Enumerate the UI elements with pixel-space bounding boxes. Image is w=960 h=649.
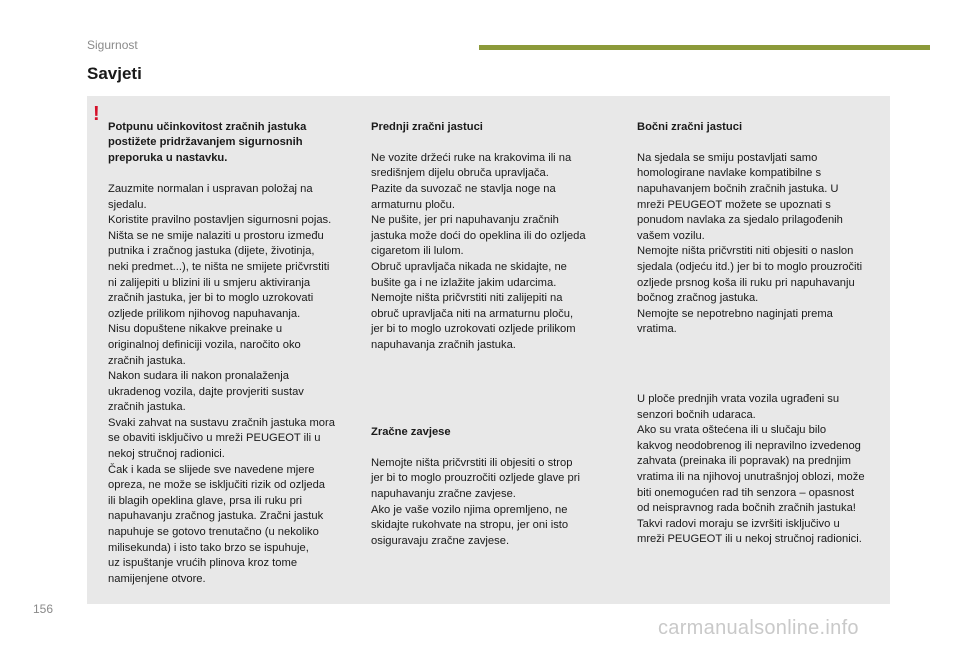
exclamation-icon: ! xyxy=(93,103,100,125)
page-number: 156 xyxy=(33,602,54,616)
side-sensors-body: U ploče prednjih vrata vozila ugrađeni su senzori bočnih udaraca. Ako su vrata oštećena ili u slučaju bilo kakvog neodobrenog ili nepravilno izvedenog zahvata (preinaka ili popravak) na prednjim vratima ili na njihovoj unutrašnjoj oblozi, može biti onemogućen rad tih senzora – opasnost od neispravnog rada bočnih zračnih jastuka! Takvi radovi moraju se izvršiti isključivo u mreži PEUGEOT ili u nekoj stručnoj radionici. xyxy=(637,393,865,546)
side-airbags-body: Na sjedala se smiju postavljati samo homologirane navlake kompatibilne s napuhavanjem bočnih zračnih jastuka. U mreži PEUGEOT možete se upoznati s ponudom navlaka za sjedalo prilagođenih vašem vozilu. Nemojte ništa pričvrstiti niti objesiti o naslon sjedala (odjeću itd.) jer bi to moglo prouzročiti ozljede prsnog koša ili ruku pri napuhavanju bočnog zračnog jastuka. Nemojte se nepotrebno naginjati prema vratima. xyxy=(637,151,863,336)
top-accent-rule xyxy=(479,45,930,50)
curtain-airbags-body: Nemojte ništa pričvrstiti ili objesiti o strop jer bi to moglo prouzročiti ozljede glave pri napuhavanju zračne zavjese. Ako je vaše vozilo njima opremljeno, ne skidajte rukohvate na stropu, jer oni isto osiguravaju zračne zavjese. xyxy=(371,456,580,547)
watermark: carmanualsonline.info xyxy=(658,617,859,639)
side-airbags-heading: Bočni zračni jastuci xyxy=(637,120,743,133)
spacer xyxy=(371,369,611,409)
page-title: Savjeti xyxy=(87,64,142,83)
advice-panel xyxy=(87,96,890,604)
column-general-advice xyxy=(108,104,353,603)
column-side-airbags xyxy=(637,104,883,564)
front-airbags-heading: Prednji zračni jastuci xyxy=(371,120,483,133)
general-advice-body: Zauzmite normalan i uspravan položaj na sjedalu. Koristite pravilno postavljen sigurnosni pojas. Ništa se ne smije nalaziti u prostoru između putnika i zračnog jastuka (dijete, životinja, neki predmet...), te ništa ne smijete pričvrstiti ni zalijepiti u blizini ili u smjeru aktiviranja zračnih jastuka, jer bi to moglo uzrokovati ozljede prilikom njihovog napuhavanja. Nisu dopuštene nikakve preinake u originalnoj definiciji vozila, naročito oko zračnih jastuka. Nakon sudara ili nakon pronalaženja ukradenog vozila, dajte provjeriti sustav zračnih jastuka. Svaki zahvat na sustavu zračnih jastuka mora se obaviti isključivo u mreži PEUGEOT ili u nekoj stručnoj radionici. Čak i kada se slijede sve navedene mjere opreza, ne može se isključiti rizik od ozljeda ili blagih opeklina glave, prsa ili ruku pri napuhavanju zračnog jastuka. Zračni jastuk napuhuje se gotovo trenutačno (u nekoliko milisekunda) i isto tako brzo se ispuhuje, uz ispuštanje vrućih plinova kroz tome namijenjene otvore. xyxy=(108,182,335,585)
spacer xyxy=(637,354,883,377)
general-advice-heading: Potpunu učinkovitost zračnih jastuka postižete pridržavanjem sigurnosnih preporuka u nastavku. xyxy=(108,120,307,164)
front-airbags-body: Ne vozite držeći ruke na krakovima ili na središnjem dijelu obruča upravljača. Pazite da suvozač ne stavlja noge na armaturnu ploču. Ne pušite, jer pri napuhavanju zračnih jastuka može doći do opeklina ili do ozljeda cigaretom ili lulom. Obruč upravljača nikada ne skidajte, ne bušite ga i ne izlažite jakim udarcima. Nemojte ništa pričvrstiti niti zalijepiti na obruč upravljača niti na armaturnu ploču, jer bi to moglo uzrokovati ozljede prilikom napuhavanja zračnih jastuka. xyxy=(371,151,586,351)
curtain-airbags-heading: Zračne zavjese xyxy=(371,425,451,438)
column-front-airbags xyxy=(371,104,611,565)
section-label: Sigurnost xyxy=(87,38,138,52)
